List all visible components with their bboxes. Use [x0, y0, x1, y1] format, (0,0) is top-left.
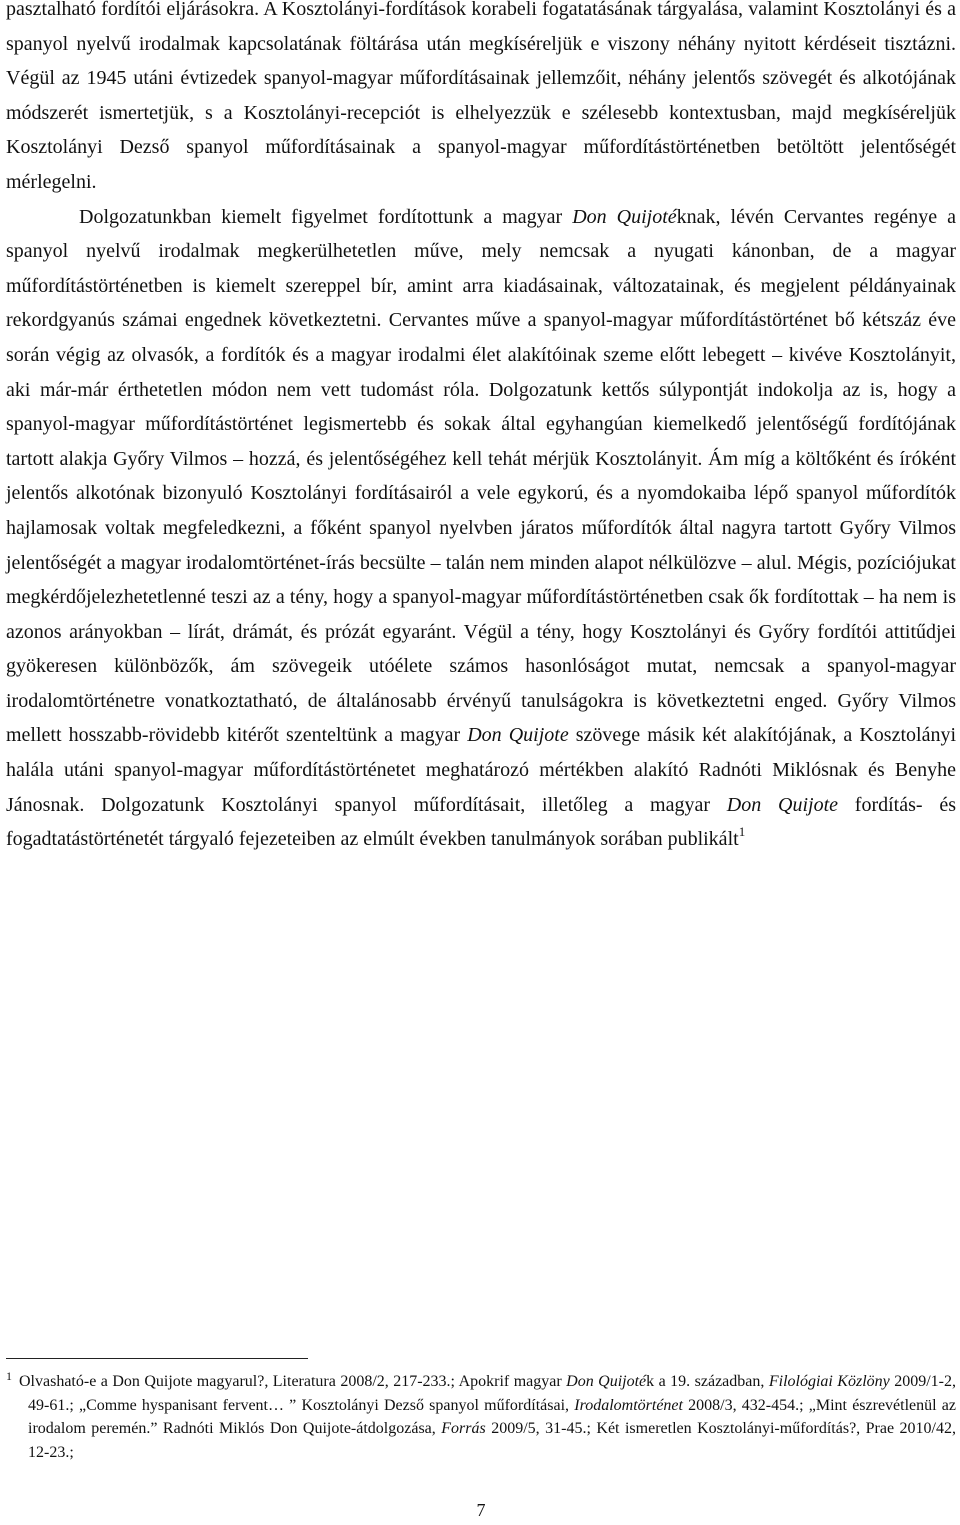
paragraph-2: [6, 200, 956, 857]
paragraph-1: [6, 0, 956, 200]
footnote-journal-title: Forrás: [441, 1420, 486, 1438]
footnote-text-e: 2009/5, 31-45.; Két ismeretlen Kosztolányi-műfordítás?, Prae 2010/42, 12-23.;: [28, 1420, 957, 1461]
italic-title: Don Quijote: [467, 724, 569, 747]
footnote-text-d: 2008/3, 432-454.; „Mint észrevétlenül az irodalom peremén.” Radnóti Miklós Don Quijote-átdolgozása,: [28, 1396, 957, 1438]
footnotes: [6, 1370, 956, 1464]
paragraph-1-text: pasztalható fordítói eljárásokra. A Kosztolányi-fordítások korabeli fogatatásának tárgyalása, valamint Kosztolányi és a spanyol nyelvű irodalmak kapcsolatának föltárása után megkíséreljük e viszony néhány nyitott kérdéseit tisztázni. Végül az 1945 utáni évtizedek spanyol-magyar műfordításainak jellemzőit, néhány jelentős szövegét és alkotójának módszerét ismertetjük, s a Kosztolányi-recepciót is elhelyezzük e szélesebb kontextusban, majd megkíséreljük Kosztolányi Dezső spanyol műfordításainak a spanyol-magyar műfordítástörténetben betöltött jelentőségét mérlegelni.: [6, 0, 956, 193]
footnote-separator: [6, 1358, 308, 1359]
paragraph-2-text-c: szövege másik két alakítójának, a Kosztolányi halála utáni spanyol-magyar műfordítástörténetet meghatározó mértékben alakító Radnóti Miklósnak és Benyhe Jánosnak. Dolgozatunk Kosztolányi spanyol műfordításait, illetőleg a magyar: [6, 724, 957, 816]
footnote-1: 1 Olvasható-e a Don Quijote magyarul?, Literatura 2008/2, 217-233.; Apokrif magyar Don Quijoték a 19. században, Filológiai Közlöny 2009/1-2, 49-61.; „Comme hyspanisant fervent… ” Kosztolányi Dezső spanyol műfordításai, Irodalomtörténet 2008/3, 432-454.; „Mint észrevétlenül az irodalom peremén.” Radnóti Miklós Don Quijote-átdolgozása, Forrás 2009/5, 31-45.; Két ismeretlen Kosztolányi-műfordítás?, Prae 2010/42, 12-23.;: [6, 1369, 957, 1461]
document-page: [6, 0, 957, 1520]
paragraph-2-text-a: Dolgozatunkban kiemelt figyelmet fordítottunk a magyar: [79, 205, 573, 228]
footnote-text-b: k a 19. században,: [646, 1373, 769, 1390]
footnote-journal-title: Filológiai Közlöny: [768, 1373, 890, 1390]
footnote-text-c: 2009/1-2, 49-61.; „Comme hyspanisant fervent… ” Kosztolányi Dezső spanyol műfordításai,: [28, 1373, 957, 1414]
paragraph-2-text-b: knak, lévén Cervantes regénye a spanyol nyelvű irodalmak megkerülhetetlen műve, mely nemcsak a nyugati kánonban, de a magyar műfordítástörténetben is kiemelt szereppel bír, amint arra kiadásainak, változatainak, és megjelent példányainak rekordgyanús számai engednek következtetni. Cervantes műve a spanyol-magyar műfordítástörténet bő kétszáz éve során végig az olvasók, a fordítók és a magyar irodalmi élet alakítóinak szeme előtt lebegett – kivéve Kosztolányit, aki már-már érthetetlen módon nem vett tudomást róla. Dolgozatunk kettős súlypontját indokolja az is, hogy a spanyol-magyar műfordítástörténet legismertebb és sokak által egyhangúan kiemelkedő jelentőségű fordítójának tartott alakja Győry Vilmos – hozzá, és jelentőségéhez kell tehát mérjük Kosztolányit. Ám míg a költőként és íróként jelentős alkotónak bizonyuló Kosztolányi fordításairól a vele egykorú, és a nyomdokaiba lépő spanyol műfordítók hajlamosak voltak megfeledkezni, a főként spanyol nyelvben járatos műfordítók által nagyra tartott Győry Vilmos jelentőségét a magyar irodalomtörténet-írás becsülte – talán nem minden alapot nélkülözve – alul. Mégis, pozíciójukat megkérdőjelezhetetlenné teszi az a tény, hogy a spanyol-magyar műfordítástörténetben csak ők fordítottak – ha nem is azonos arányokban – lírát, drámát, és prózát egyaránt. Végül a tény, hogy Kosztolányi és Győry fordítói attitűdjei gyökeresen különbözők, ám szövegeik utóélete számos hasonlóságot mutat, nemcsak a spanyol-magyar irodalomtörténetre vonatkoztatható, de általánosabb érvényű tanulságokra is következtetni enged. Győry Vilmos mellett hosszabb-rövidebb kitérőt szenteltünk a magyar: [6, 205, 957, 747]
footnote-text-a: Olvasható-e a Don Quijote magyarul?, Literatura 2008/2, 217-233.; Apokrif magyar: [19, 1373, 567, 1390]
paragraph-2-text-d: fordítás- és fogadtatástörténetét tárgyaló fejezeteiben az elmúlt években tanulmányok sorában publikált: [6, 793, 956, 851]
italic-title: Don Quijote: [726, 793, 839, 816]
footnote-journal-title: Irodalomtörténet: [574, 1396, 683, 1414]
footnote-italic: Don Quijoté: [566, 1373, 647, 1390]
page-number: 7: [476, 1500, 486, 1520]
italic-title: Don Quijoté: [572, 205, 677, 228]
footnote-reference[interactable]: 1: [738, 824, 746, 840]
body-text: [6, 0, 956, 857]
